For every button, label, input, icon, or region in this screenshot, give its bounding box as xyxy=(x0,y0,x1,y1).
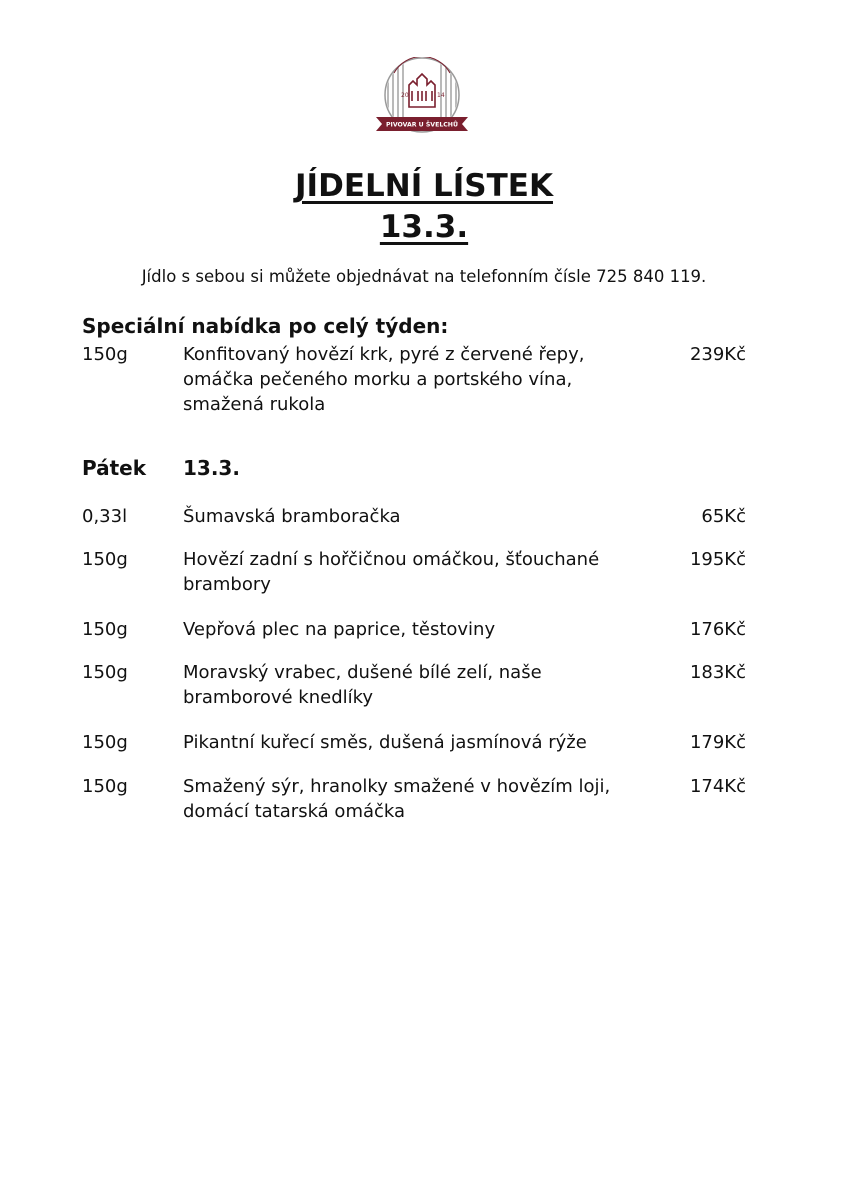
menu-item xyxy=(82,504,746,529)
menu-item xyxy=(82,547,746,597)
logo-brand-text: PIVOVAR U ŠVELCHŮ xyxy=(385,121,459,129)
item-price: 179Kč xyxy=(689,732,746,753)
item-price: 195Kč xyxy=(689,549,746,570)
day-date: 13.3. xyxy=(183,456,240,480)
menu-item xyxy=(82,774,746,824)
item-price: 183Kč xyxy=(689,662,746,683)
item-price: 239Kč xyxy=(689,344,746,365)
special-offer-heading: Speciální nabídka po celý týden: xyxy=(82,314,449,338)
page-title: JÍDELNÍ LÍSTEK xyxy=(295,168,553,204)
logo-year-right: 14 xyxy=(437,92,445,99)
item-qty: 150g xyxy=(82,344,128,365)
item-qty: 150g xyxy=(82,662,128,683)
item-price: 176Kč xyxy=(689,619,746,640)
logo-year-left: 20 xyxy=(401,92,409,99)
item-price: 65Kč xyxy=(701,506,746,527)
menu-item xyxy=(82,617,746,642)
item-qty: 150g xyxy=(82,776,128,797)
item-desc: Hovězí zadní s hořčičnou omáčkou, šťouchané brambory xyxy=(183,549,600,595)
item-desc: Smažený sýr, hranolky smažené v hovězím loji, domácí tatarská omáčka xyxy=(183,776,611,822)
special-item xyxy=(82,342,746,417)
phone-note: Jídlo s sebou si můžete objednávat na telefonním čísle 725 840 119. xyxy=(141,267,707,286)
item-desc: Moravský vrabec, dušené bílé zelí, naše bramborové knedlíky xyxy=(183,662,542,708)
item-desc: Pikantní kuřecí směs, dušená jasmínová rýže xyxy=(183,732,587,753)
item-qty: 150g xyxy=(82,732,128,753)
item-price: 174Kč xyxy=(689,776,746,797)
page-date: 13.3. xyxy=(379,209,469,245)
item-desc: Vepřová plec na paprice, těstoviny xyxy=(183,619,496,640)
brewery-logo xyxy=(372,57,472,139)
item-qty: 150g xyxy=(82,619,128,640)
item-desc: Šumavská bramboračka xyxy=(183,506,401,527)
item-qty: 0,33l xyxy=(82,506,128,527)
day-name: Pátek xyxy=(82,456,147,480)
menu-item xyxy=(82,660,746,710)
item-qty: 150g xyxy=(82,549,128,570)
menu-item xyxy=(82,730,746,755)
item-desc: Konfitovaný hovězí krk, pyré z červené řepy, omáčka pečeného morku a portského vína, smažená rukola xyxy=(183,344,585,415)
